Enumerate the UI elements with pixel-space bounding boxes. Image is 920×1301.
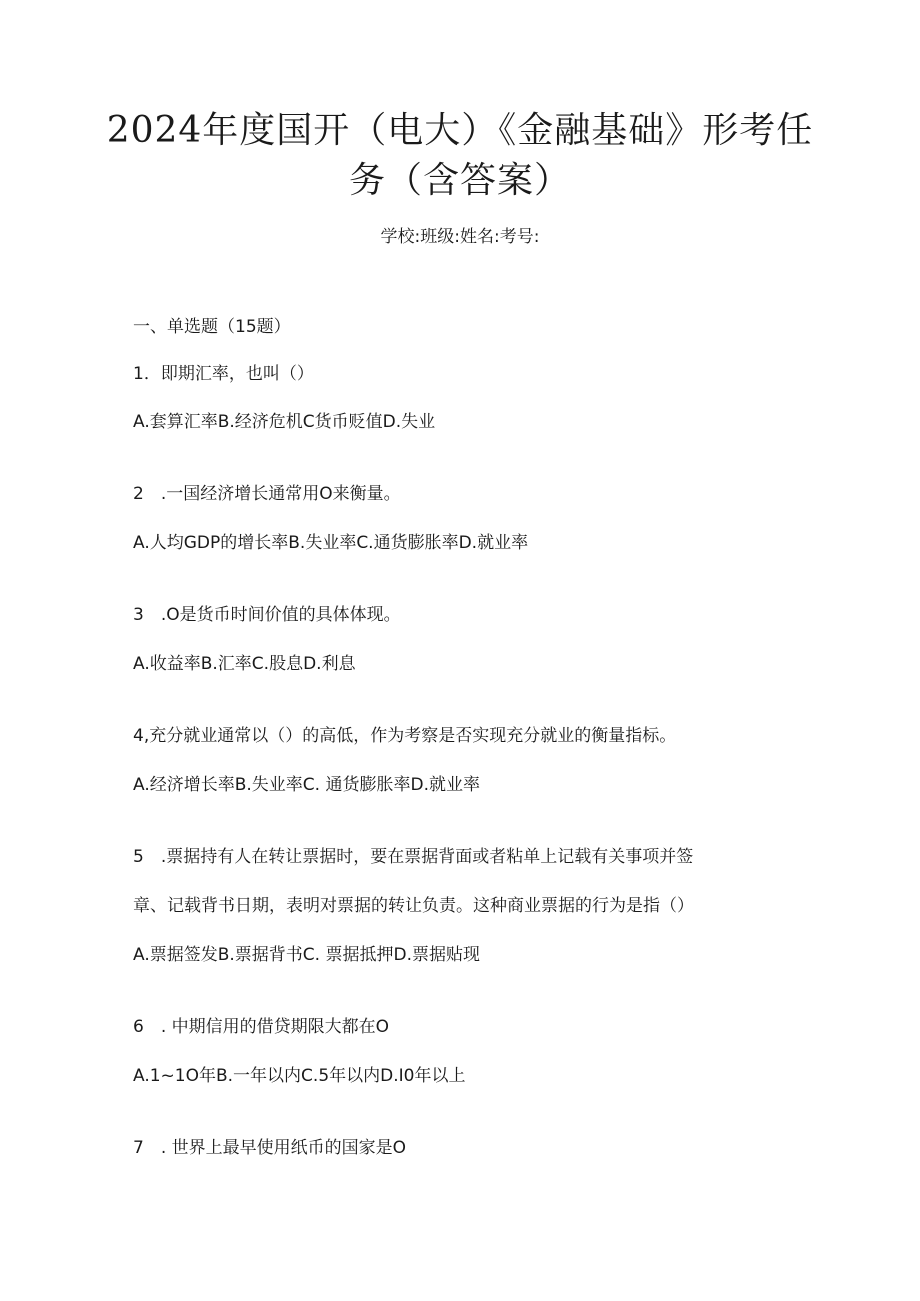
question-6-options: A.1~1O年B.一年以内C.5年以内D.I0年以上 bbox=[133, 1066, 466, 1086]
question-4-options: A.经济增长率B.失业率C. 通货膨胀率D.就业率 bbox=[133, 775, 480, 795]
header-fields: 学校:班级:姓名:考号: bbox=[380, 227, 540, 247]
section-heading: 一、单选题（15题） bbox=[133, 317, 291, 337]
question-7-stem: 7 . 世界上最早使用纸币的国家是O bbox=[133, 1138, 407, 1158]
document-title-line-1: 2024年度国开（电大）《金融基础》形考任 bbox=[106, 110, 814, 151]
question-2-stem: 2 .一国经济增长通常用O来衡量。 bbox=[133, 484, 401, 504]
question-5-stem-continued: 章、记载背书日期，表明对票据的转让负责。这种商业票据的行为是指（） bbox=[133, 896, 694, 916]
question-4-stem: 4,充分就业通常以（）的高低，作为考察是否实现充分就业的衡量指标。 bbox=[133, 726, 677, 746]
question-5-stem: 5 .票据持有人在转让票据时，要在票据背面或者粘单上记载有关事项并签 bbox=[133, 847, 694, 867]
question-5-options: A.票据签发B.票据背书C. 票据抵押D.票据贴现 bbox=[133, 945, 480, 965]
question-1-options: A.套算汇率B.经济危机C货币贬值D.失业 bbox=[133, 412, 436, 432]
question-3-options: A.收益率B.汇率C.股息D.利息 bbox=[133, 654, 356, 674]
document-title-line-2: 务（含答案） bbox=[348, 160, 571, 201]
question-3-stem: 3 .O是货币时间价值的具体体现。 bbox=[133, 605, 401, 625]
question-1-stem: 1．即期汇率，也叫（） bbox=[133, 364, 314, 384]
question-2-options: A.人均GDP的增长率B.失业率C.通货膨胀率D.就业率 bbox=[133, 533, 529, 553]
question-6-stem: 6 . 中期信用的借贷期限大都在O bbox=[133, 1017, 390, 1037]
